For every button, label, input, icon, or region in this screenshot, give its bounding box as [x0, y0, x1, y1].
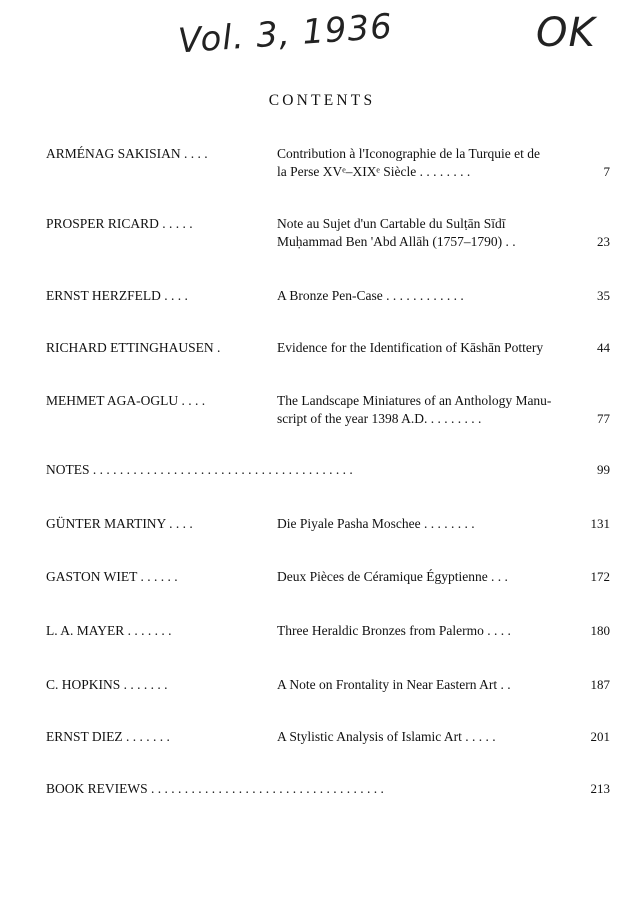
entry-title-line: Deux Pièces de Céramique Égyptienne . . . [277, 569, 508, 584]
entry-page-number: 187 [590, 677, 610, 692]
entry-author: NOTES . . . . . . . . . . . . . . . . . . . . . . . . . . . . . . . . . . . . . . . [46, 462, 353, 477]
entry-page-number: 23 [597, 234, 610, 249]
entry-author: C. HOPKINS . . . . . . . [46, 677, 168, 692]
entry-title-line: script of the year 1398 A.D. . . . . . . . . [277, 411, 482, 426]
entry-page-number: 213 [590, 781, 610, 796]
entry-page-number: 172 [590, 569, 610, 584]
entry-author: ARMÉNAG SAKISIAN . . . . [46, 146, 208, 161]
entry-title-line: A Note on Frontality in Near Eastern Art . . [277, 677, 511, 692]
entry-author: L. A. MAYER . . . . . . . [46, 623, 172, 638]
entry-author: GASTON WIET . . . . . . [46, 569, 178, 584]
entry-page-number: 77 [597, 411, 610, 426]
entry-author: ERNST DIEZ . . . . . . . [46, 729, 170, 744]
entry-author: GÜNTER MARTINY . . . . [46, 516, 193, 531]
entry-page-number: 99 [597, 462, 610, 477]
entry-title-line: Evidence for the Identification of Kāshān Pottery [277, 340, 544, 355]
handwritten-ok-mark: OK [536, 10, 596, 56]
entry-author: BOOK REVIEWS . . . . . . . . . . . . . . . . . . . . . . . . . . . . . . . . . . . [46, 781, 384, 796]
entry-title-line: A Bronze Pen-Case . . . . . . . . . . . . [277, 288, 464, 303]
entry-author: PROSPER RICARD . . . . . [46, 216, 193, 231]
entry-page-number: 180 [590, 623, 610, 638]
entry-page-number: 44 [597, 340, 610, 355]
entry-author: MEHMET AGA-OGLU . . . . [46, 393, 206, 408]
entry-title-line: Die Piyale Pasha Moschee . . . . . . . . [277, 516, 475, 531]
entry-title-line: Contribution à l'Iconographie de la Turquie et de [277, 146, 541, 161]
entry-page-number: 35 [597, 288, 610, 303]
entry-author: ERNST HERZFELD . . . . [46, 288, 188, 303]
entry-title-line: The Landscape Miniatures of an Anthology Manu- [277, 393, 552, 408]
entry-title-line: Muḥammad Ben 'Abd Allāh (1757–1790) . . [277, 234, 516, 249]
entry-title-line: Three Heraldic Bronzes from Palermo . . . . [277, 623, 511, 638]
entry-page-number: 7 [603, 164, 610, 179]
contents-heading: CONTENTS [268, 92, 376, 109]
entry-title-line: A Stylistic Analysis of Islamic Art . . . . . [277, 729, 496, 744]
entry-title-line: la Perse XVᵉ–XIXᵉ Siècle . . . . . . . . [277, 164, 471, 179]
entry-page-number: 201 [590, 729, 610, 744]
entry-title-line: Note au Sujet d'un Cartable du Sulṭān Sīdī [277, 216, 506, 231]
handwritten-volume-note: Vol. 3, 1936 [176, 6, 395, 62]
entry-author: RICHARD ETTINGHAUSEN . [46, 340, 221, 355]
entry-page-number: 131 [590, 516, 610, 531]
